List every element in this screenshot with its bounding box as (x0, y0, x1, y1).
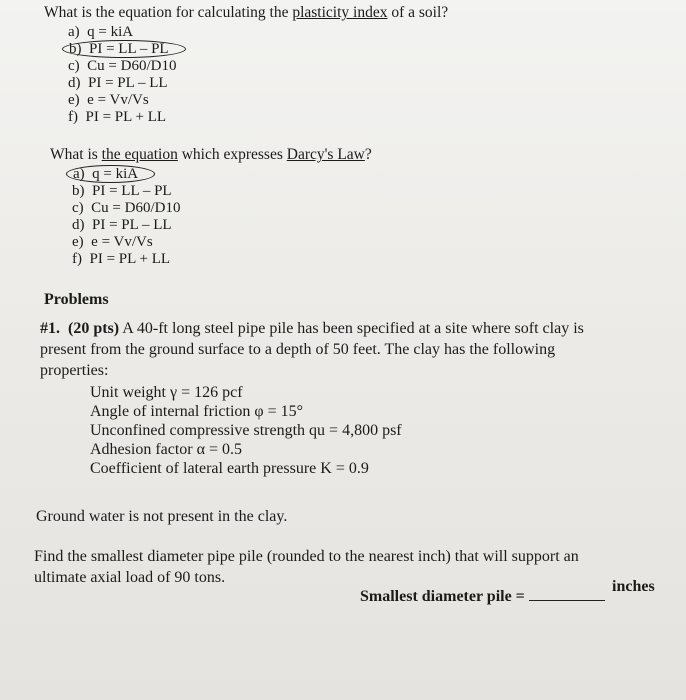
question-2-keyword-2: Darcy's Law (286, 146, 365, 163)
question-2 (50, 146, 372, 163)
problem-text-line-2: present from the ground surface to a depth of 50 feet. The clay has the following (40, 341, 556, 358)
problem-text-line-1: A 40-ft long steel pipe pile has been specified at a site where soft clay is (119, 320, 584, 337)
q1-option-d[interactable]: d) PI = PL – LL (68, 75, 168, 91)
q1-option-b-circled[interactable] (68, 41, 186, 58)
q2-option-b[interactable]: b) PI = LL – PL (72, 183, 172, 199)
property-friction-angle: Angle of internal friction φ = 15° (90, 403, 304, 420)
groundwater-note: Ground water is not present in the clay. (36, 508, 288, 525)
q2-option-d[interactable]: d) PI = PL – LL (72, 217, 172, 233)
q1-option-c[interactable]: c) Cu = D60/D10 (68, 58, 177, 74)
question-1-prefix: What is the equation for calculating the (44, 4, 293, 21)
property-unconfined-strength: Unconfined compressive strength qu = 4,800 psf (90, 422, 402, 439)
property-adhesion-factor: Adhesion factor α = 0.5 (90, 441, 243, 458)
answer-circle: a) q = kiA (66, 165, 155, 183)
question-1 (44, 4, 448, 21)
q2-option-a-circled[interactable] (72, 166, 155, 183)
q2-option-c[interactable]: c) Cu = D60/D10 (72, 200, 181, 216)
find-line-1: Find the smallest diameter pipe pile (rounded to the nearest inch) that will support an (34, 548, 579, 565)
property-unit-weight: Unit weight γ = 126 pcf (90, 384, 243, 401)
problem-points: (20 pts) (68, 320, 120, 337)
problem-text-line-3: properties: (40, 362, 109, 379)
question-2-mid: which expresses (177, 146, 287, 163)
problem-number: #1. (40, 320, 60, 337)
find-line-2: ultimate axial load of 90 tons. (34, 569, 226, 586)
q2-option-e[interactable]: e) e = Vv/Vs (72, 234, 153, 250)
question-1-suffix: of a soil? (387, 4, 449, 21)
question-2-suffix: ? (364, 146, 372, 163)
answer-units: inches (612, 578, 655, 595)
property-earth-pressure: Coefficient of lateral earth pressure K = 0.9 (90, 460, 369, 477)
problem-1-statement (40, 318, 650, 381)
find-statement (34, 546, 664, 588)
q1-option-a[interactable]: a) q = kiA (68, 24, 134, 40)
answer-label: Smallest diameter pile = (360, 588, 525, 605)
q1-option-e[interactable]: e) e = Vv/Vs (68, 92, 149, 108)
q2-option-f[interactable]: f) PI = PL + LL (72, 251, 171, 267)
question-2-prefix: What is (50, 146, 102, 163)
answer-blank-field[interactable] (529, 600, 605, 601)
answer-circle: b) PI = LL – PL (62, 40, 186, 58)
question-2-keyword-1: the equation (101, 146, 178, 163)
q1-option-f[interactable]: f) PI = PL + LL (68, 109, 167, 125)
problems-heading: Problems (44, 291, 109, 308)
answer-row (360, 588, 605, 606)
question-1-keyword: plasticity index (292, 4, 388, 21)
